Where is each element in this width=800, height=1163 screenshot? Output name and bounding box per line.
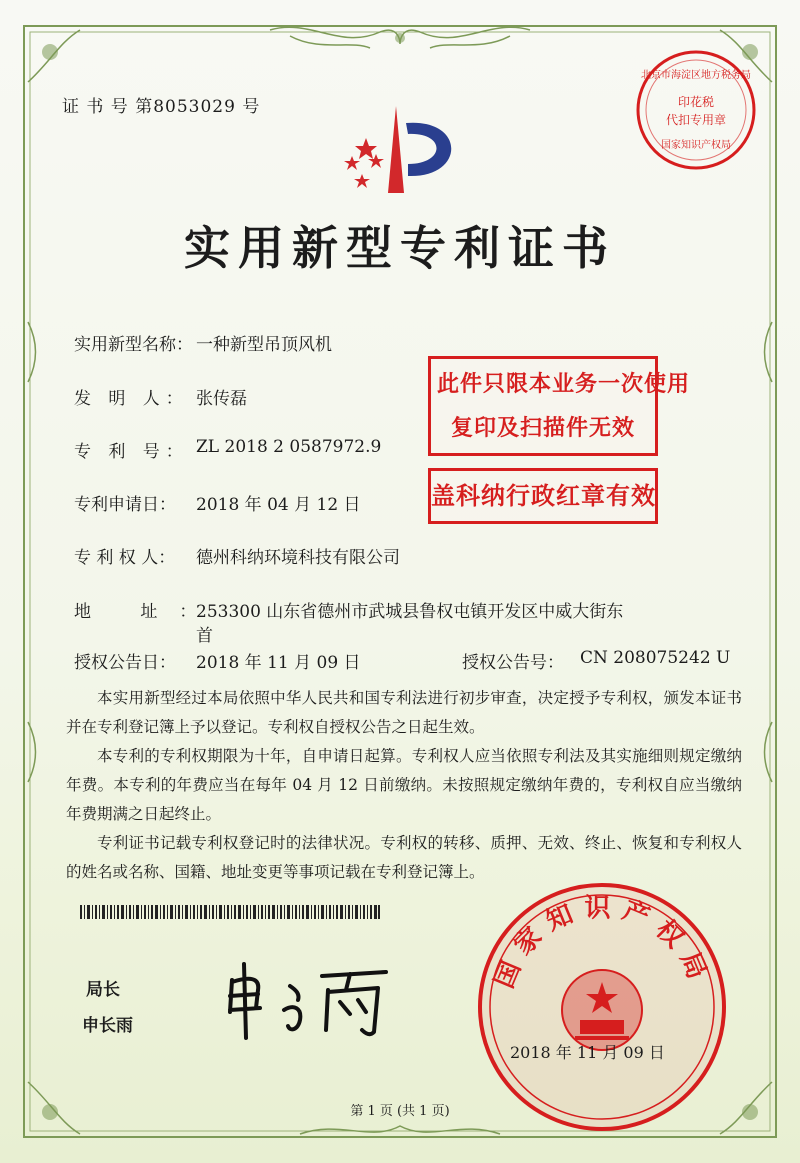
name-label: 实用新型名称： [74, 335, 193, 355]
patentee-value: 德州科纳环境科技有限公司 [196, 548, 400, 568]
inventor-value: 张传磊 [196, 389, 247, 409]
tax-seal-stamp [634, 48, 758, 172]
name-value: 一种新型吊顶风机 [196, 335, 332, 355]
tax-seal-bottom: 国家知识产权局 [661, 140, 731, 151]
certificate-number: 证 书 号 第8053029 号 [62, 97, 261, 117]
patent-no-value: ZL 2018 2 0587972.9 [196, 437, 382, 457]
cnipa-logo-icon [326, 98, 476, 208]
certificate-body [66, 684, 742, 887]
national-emblem-icon [562, 970, 642, 1050]
filing-date-label: 专利申请日： [74, 495, 176, 515]
barcode-icon [80, 905, 380, 919]
tax-seal-inner1: 印花税 [677, 95, 715, 109]
copy-restriction-stamp [428, 356, 691, 456]
grant-date-label: 授权公告日： [74, 653, 176, 673]
grant-no-label: 授权公告号： [462, 653, 564, 673]
certificate-title: 实用新型专利证书 [184, 221, 616, 275]
cnipa-seal-text: 国家知识产权局 [489, 893, 716, 993]
patent-no-label: 专 利 号： [74, 442, 189, 462]
body-paragraph-3: 专利证书记载专利权登记时的法律状况。专利权的转移、质押、无效、终止、恢复和专利权人的姓名或名称、国籍、地址变更等事项记载在专利登记簿上。 [66, 834, 742, 881]
grant-no-value: CN 208075242 U [580, 648, 731, 668]
address-label: 地 址： [74, 602, 219, 622]
inventor-label: 发 明 人： [74, 389, 189, 409]
tax-seal-inner2: 代扣专用章 [665, 113, 727, 127]
official-seal-note-stamp: 盖科纳行政红章有效 [428, 468, 658, 524]
director-signature [210, 950, 410, 1050]
copy-stamp-line1: 此件只限本业务一次使用 [437, 372, 691, 397]
page-number: 第 1 页 (共 1 页) [350, 1104, 450, 1119]
copy-stamp-line2: 复印及扫描件无效 [450, 416, 635, 441]
body-paragraph-1: 本实用新型经过本局依照中华人民共和国专利法进行初步审查，决定授予专利权，颁发本证书并在专利登记簿上予以登记。专利权自授权公告之日起生效。 [66, 689, 742, 736]
filing-date-value: 2018 年 04 月 12 日 [196, 495, 361, 515]
patentee-label: 专 利 权 人： [74, 548, 176, 568]
director-title: 局长 [86, 980, 120, 1000]
address-value-line2: 首 [196, 626, 213, 646]
director-name: 申长雨 [82, 1016, 133, 1036]
address-value-line1: 253300 山东省德州市武城县鲁权屯镇开发区中威大街东 [196, 602, 624, 622]
cnipa-official-seal [475, 880, 730, 1135]
seal-date: 2018 年 11 月 09 日 [510, 1043, 665, 1062]
grant-date-value: 2018 年 11 月 09 日 [196, 653, 361, 673]
body-paragraph-2: 本专利的专利权期限为十年，自申请日起算。专利权人应当依照专利法及其实施细则规定缴纳年费。本专利的年费应当在每年 04 月 12 日前缴纳。未按照规定缴纳年费的，专利权自应当缴纳年费期满之日起终止。 [66, 747, 742, 823]
tax-seal-text: 北京市海淀区地方税务局 [641, 70, 751, 81]
